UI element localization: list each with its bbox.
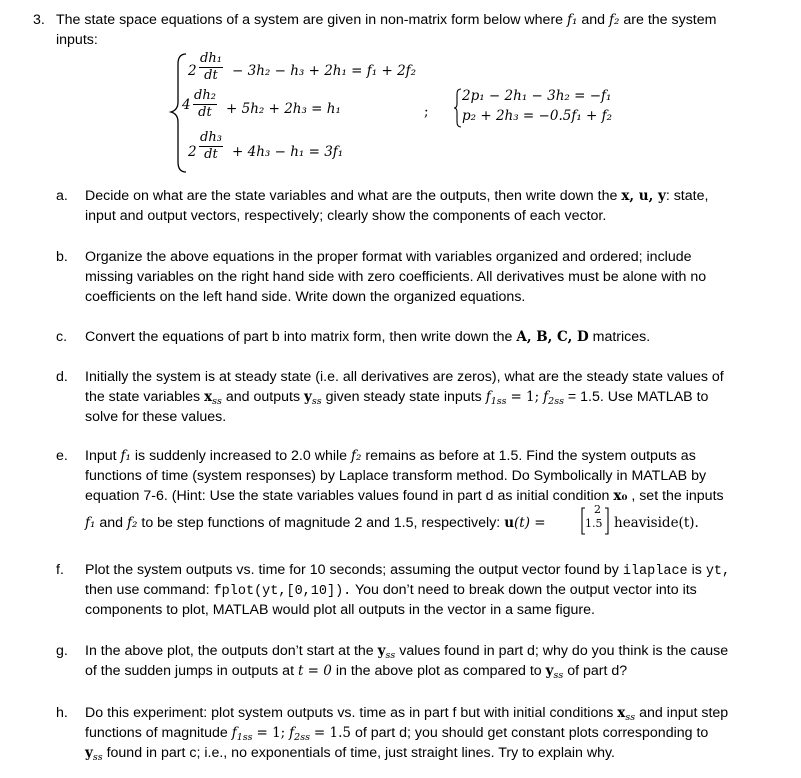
part-d-y-sub: ss [311, 396, 322, 407]
eq3-denominator: dt [204, 147, 218, 162]
part-f-line-2 [85, 580, 697, 602]
output-eq1: 2p₁ − 2h₁ − 3h₂ = −f₁ [462, 88, 612, 104]
part-h-eq2: = 1.5 [313, 725, 351, 741]
part-h-f2-sub: 2ss [294, 732, 310, 743]
part-f-line-3: components to plot, MATLAB would plot all outputs in the vector in a same figure. [85, 602, 595, 618]
eq1-denominator: dt [204, 68, 218, 83]
intro-inputs: inputs: [56, 32, 98, 48]
part-f-text-4: You don’t need to break down the output vector into its [354, 582, 697, 598]
part-h-text-2: and input step [639, 705, 729, 721]
part-f-yt: yt, [705, 564, 731, 579]
part-b-line-3: coefficients on the left hand side. Write down the organized equations. [85, 289, 526, 305]
part-b-line-2: missing variables on the right hand side with zero coefficients. All derivatives must be alone with no [85, 269, 707, 285]
part-f-label: f. [56, 562, 64, 578]
part-g-y-sub-2: ss [553, 670, 564, 681]
part-e-text-4: equation 7-6. (Hint: Use the state variables values found in part d as initial condition [85, 488, 610, 504]
part-e-and: and [99, 515, 124, 531]
part-h-f2: f [289, 725, 295, 741]
part-h-line-3 [85, 743, 615, 768]
part-h-y: y [85, 745, 93, 761]
part-e-line-1 [85, 446, 696, 466]
part-e-ut: (t) = [514, 515, 546, 531]
part-e-f2: f₂ [351, 448, 362, 464]
part-b-line-1: Organize the above equations in the proper format with variables organized and ordered; include [85, 249, 692, 265]
part-g-t0: t = 0 [297, 663, 332, 679]
part-g-text-1: In the above plot, the outputs don’t start at the [85, 643, 374, 659]
vector-entry-2: 1.5 [585, 517, 603, 530]
part-c-text: Convert the equations of part b into matrix form, then write down the [85, 329, 513, 345]
vector-entry-1: 2 [594, 503, 601, 516]
part-c-matrices: A, B, C, D [516, 329, 589, 345]
part-e-u: u [504, 515, 515, 531]
question-intro-line-2 [56, 30, 98, 50]
part-a-text: Decide on what are the state variables and what are the outputs, then write down the [85, 188, 618, 204]
part-e-line-2: functions of time (system responses) by Laplace transform method. Do Symbolically in MATLAB by [85, 468, 707, 484]
eq2-numerator: dh₂ [194, 88, 216, 103]
part-e-x0: x₀ [613, 488, 628, 504]
intro-f1: f₁ [567, 12, 578, 28]
part-h-text-3: functions of magnitude [85, 725, 228, 741]
intro-text: The state space equations of a system are given in non-matrix form below where [56, 12, 564, 28]
question-number [33, 10, 45, 30]
part-a-line-1 [85, 186, 708, 206]
part-h-text-4: of part d; you should get constant plots corresponding to [354, 725, 709, 741]
part-c-line-1 [85, 327, 650, 347]
part-a-line-2: input and output vectors, respectively; clearly show the components of each vector. [85, 208, 607, 224]
eq2-rest: + 5h₂ + 2h₃ = h₁ [226, 101, 341, 117]
part-e-line-4 [85, 513, 546, 533]
eq2-coefficient: 4 [182, 97, 191, 113]
part-e-label: e. [56, 448, 68, 464]
part-e-text-3: remains as before at 1.5. Find the system outputs as [365, 448, 696, 464]
part-g-text-4: in the above plot as compared to [335, 663, 542, 679]
part-f-text-1: Plot the system outputs vs. time for 10 seconds; assuming the output vector found by [85, 562, 619, 578]
part-h-f1: f [231, 725, 237, 741]
part-d-f1-sub: 1ss [490, 396, 507, 407]
part-d-f1: f [485, 389, 491, 405]
part-e-text-2: is suddenly increased to 2.0 while [134, 448, 348, 464]
part-g-text-5: of part d? [567, 663, 628, 679]
part-h-eq1: = 1; [256, 725, 286, 741]
part-h-y-sub: ss [92, 752, 103, 763]
part-d-line-3: solve for these values. [85, 409, 227, 425]
part-d-eq2: = 1.5. Use MATLAB to [567, 389, 709, 405]
intro-f2: f₂ [609, 12, 620, 28]
part-d-text-3: given steady state inputs [325, 389, 482, 405]
part-g-y-2: y [545, 663, 554, 679]
part-d-text-1: the state variables [85, 389, 201, 405]
part-a-label: a. [56, 188, 68, 204]
part-b-label: b. [56, 249, 68, 265]
eq2-fraction [193, 88, 217, 121]
part-d-f2-sub: 2ss [548, 396, 564, 407]
eq1-numerator: dh₁ [200, 51, 222, 66]
eq3-rest: + 4h₃ − h₁ = 3f₁ [232, 144, 344, 160]
part-f-fplot: fplot(yt,[0,10]). [213, 584, 352, 599]
part-g-text-3: of the sudden jumps in outputs at [85, 663, 295, 679]
part-e-f2-b: f₂ [127, 515, 138, 531]
part-f-text-2: is [691, 562, 702, 578]
part-e-heaviside: heaviside(t). [614, 515, 699, 531]
eq1-rest: − 3h₂ − h₃ + 2h₁ = f₁ + 2f₂ [232, 63, 417, 79]
part-g-y-sub: ss [385, 650, 396, 661]
eq1-fraction [199, 51, 223, 84]
part-d-f2: f [543, 389, 549, 405]
part-h-f1-sub: 1ss [236, 732, 253, 743]
intro-and: and [581, 12, 606, 28]
part-h-x-sub: ss [625, 712, 636, 723]
part-g-label: g. [56, 643, 68, 659]
part-e-f1-b: f₁ [85, 515, 96, 531]
output-eq2: p₂ + 2h₃ = −0.5f₁ + f₂ [462, 108, 613, 124]
part-f-ilaplace: ilaplace [622, 564, 688, 579]
part-d-text-2: and outputs [225, 389, 301, 405]
part-d-label: d. [56, 369, 68, 385]
eq3-coefficient: 2 [188, 144, 197, 160]
part-d-eq1: = 1; [510, 389, 540, 405]
part-h-label: h. [56, 705, 68, 721]
part-e-f1: f₁ [120, 448, 131, 464]
eq3-fraction [199, 130, 223, 163]
question-number-text: 3. [33, 12, 45, 28]
eq3-numerator: dh₃ [200, 130, 222, 145]
part-f-text-3: then use command: [85, 582, 210, 598]
part-g-line-2 [85, 661, 627, 686]
part-e-text-6: to be step functions of magnitude 2 and 1.5, respectively: [141, 515, 501, 531]
question-intro-line-1 [56, 10, 716, 30]
part-d-y: y [304, 389, 312, 405]
part-h-text-5: found in part c; i.e., no exponentials of time, just straight lines. Try to explain why. [106, 745, 615, 761]
part-d-x-sub: ss [212, 396, 222, 407]
part-c-text-end: matrices. [592, 329, 651, 345]
intro-end: are the system [623, 12, 717, 28]
eq1-coefficient: 2 [188, 63, 197, 79]
part-g-y: y [377, 643, 386, 659]
part-c-label: c. [56, 329, 68, 345]
part-h-text-1: Do this experiment: plot system outputs vs. time as in part f but with initial conditions [85, 705, 614, 721]
eq2-denominator: dt [198, 105, 212, 120]
part-g-text-2: values found in part d; why do you think is the cause [399, 643, 729, 659]
part-a-vectors: x, u, y [621, 188, 666, 204]
part-d-x: x [204, 389, 213, 405]
part-d-line-1: Initially the system is at steady state (i.e. all derivatives are zeros), what are the steady state values of [85, 369, 724, 385]
part-h-x: x [617, 705, 626, 721]
part-e-text-1: Input [85, 448, 117, 464]
part-a-text-end: : state, [665, 188, 709, 204]
part-e-line-3 [85, 486, 724, 506]
part-f-line-1 [85, 560, 730, 582]
equation-separator: ; [424, 104, 429, 120]
part-e-text-5: , set the inputs [631, 488, 724, 504]
